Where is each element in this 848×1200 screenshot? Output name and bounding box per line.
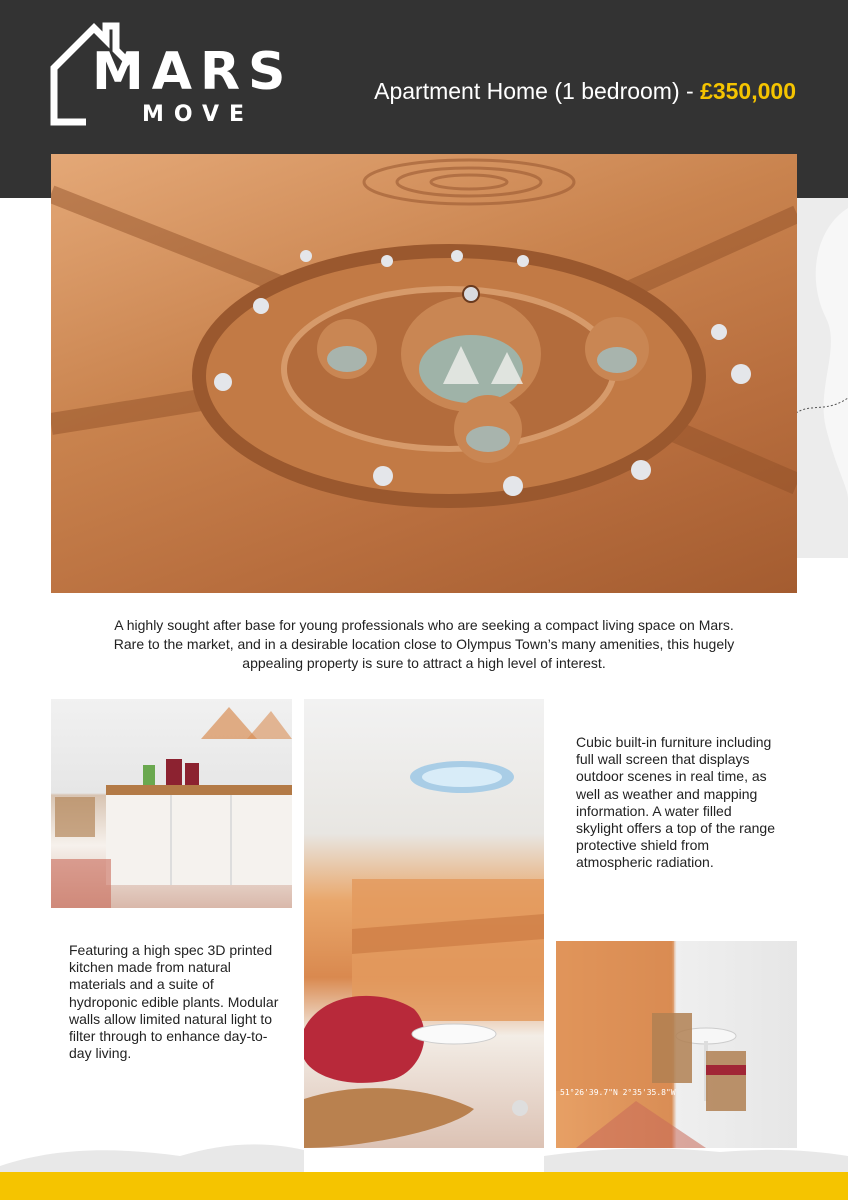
dining-area-photo [556, 941, 797, 1148]
kitchen-photo [51, 699, 292, 908]
footer-accent-bar [0, 1172, 848, 1200]
listing-price: £350,000 [700, 78, 796, 104]
kitchen-caption: Featuring a high spec 3D printed kitchen made from natural materials and a suite of hydroponic edible plants. Modular walls allow limited natural light to filter through to enhance day-to-day living. [69, 942, 279, 1062]
decorative-hill-silhouette [0, 1126, 848, 1176]
intro-paragraph: A highly sought after base for young professionals who are seeking a compact living space on Mars. Rare to the market, and in a desirable location close to Olympus Town’s many amenities, this hugely appealing property is sure to attract a high level of interest. [113, 617, 735, 671]
map-coordinates-label: 51°26'39.7"N 2°35'35.8"W [560, 1088, 676, 1097]
living-room-photo [304, 699, 544, 1148]
page-title [374, 78, 796, 105]
mars-base-aerial-image [51, 154, 797, 593]
logo-word-move: MOVE [142, 102, 255, 127]
listing-title: Apartment Home (1 bedroom) - [374, 78, 701, 104]
furniture-caption: Cubic built-in furniture including full wall screen that displays outdoor scenes in real time, as well as weather and mapping information. A water filled skylight offers a top of the range protective shield from atmospheric radiation. [576, 734, 775, 871]
decorative-side-shape [796, 198, 848, 558]
mars-move-logo[interactable] [50, 22, 294, 130]
logo-word-mars: MARS [92, 42, 294, 102]
